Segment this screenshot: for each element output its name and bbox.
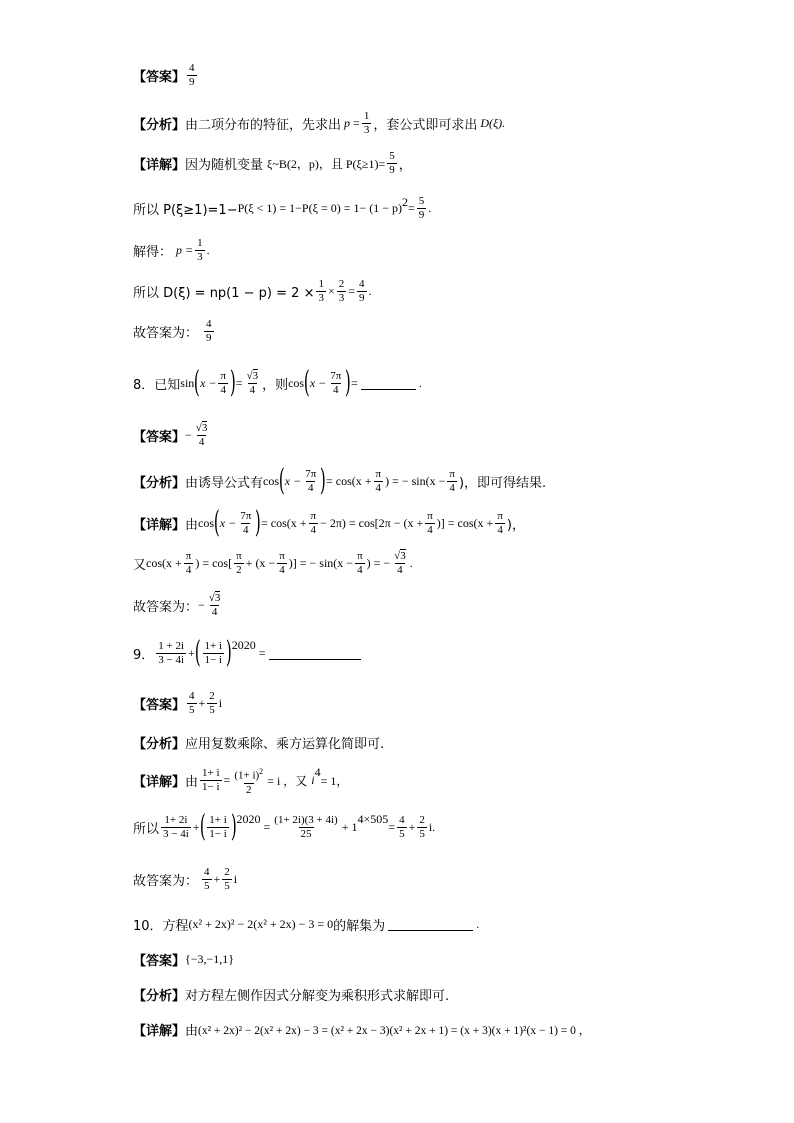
q8-det-b: = cos(x + xyxy=(260,515,307,530)
q8-answer-line: 【答案】 − $\frac{√3}{4}$ xyxy=(133,422,208,448)
q10-det-equation: (x² + 2x)² − 2(x² + 2x) − 3 = (x² + 2x − 3)(x² + 2x + 1) = (x + 3)(x + 1)²(x − 1) = 0 ， xyxy=(198,1024,591,1037)
q8-also-line: 又 cos(x + $\frac{\pi}{4}$ ) = cos[ $\frac{\pi}{2}$ + (x − $\frac{\pi}{4}$ )] = − sin(x − $\frac{\pi}{4}$ ) = − $\frac{√3}{4}$ . xyxy=(133,550,413,576)
q7-final-label: 故答案为： xyxy=(133,326,199,341)
q7-answer-line xyxy=(133,62,199,89)
q7-solve-label: 解得： xyxy=(133,245,173,260)
q9-calc-line: 所以 $\frac{1+ 2i}{3 - 4i}$ + ( $\frac{1+ i}{1- i}$ ) 2020 = $\frac{(1+ 2i)(3 + 4i)}{25}$ + 1 4×505 = $\frac{4}{5}$ + $\frac{2}{5}$ i. xyxy=(133,809,436,844)
q10-stem-line: 10．方程 (x² + 2x)² − 2(x² + 2x) − 3 = 0 的解集为 . xyxy=(133,917,480,934)
answer-label: 【答案】 xyxy=(133,70,186,85)
analysis-label: 【分析】 xyxy=(133,989,186,1004)
q7-calc-line: 所以 P(ξ≥1)=1− P(ξ < 1) = 1− P(ξ = 0) = 1− (1 − p) 2 = $\frac{5}{9}$ . xyxy=(133,195,432,221)
q8-you-a: 又 xyxy=(133,558,147,573)
q8-you-b: cos(x + xyxy=(146,556,182,570)
q7-answer-fraction: $\frac{4}{9}$ xyxy=(189,62,195,88)
q8-det-e: )， xyxy=(506,517,525,533)
q8-stem-x: x − xyxy=(200,375,217,390)
detail-label: 【详解】 xyxy=(133,1024,186,1039)
answer-label: 【答案】 xyxy=(133,430,186,445)
answer-label: 【答案】 xyxy=(133,954,186,969)
q8-ana-a: 由诱导公式有 xyxy=(185,475,264,491)
q9-analysis-line xyxy=(133,733,384,752)
q7-line2-c: P(ξ = 0) = 1− (1 − p) xyxy=(301,201,402,215)
q9-detail-line: 【详解】 由 $\frac{1+ i}{1- i}$ = $\frac{(1+ i)^2}{2}$ = i ，又 i 4 = 1， xyxy=(133,765,349,796)
q7-solve-p: p = xyxy=(176,243,194,257)
q8-final-line: 故答案为： − $\frac{√3}{4}$ xyxy=(133,592,221,618)
q7-line2-a: 所以 P(ξ≥1)=1− xyxy=(133,203,238,218)
q7-detail-text-a: 因为随机变量 xyxy=(185,158,264,173)
q10-answer-value: {−3,−1,1} xyxy=(185,952,235,966)
q7-analysis-text-b: ，套公式即可求出 xyxy=(373,118,478,133)
detail-label: 【详解】 xyxy=(133,158,186,173)
answer-label: 【答案】 xyxy=(133,698,186,713)
q8-ana-c: ) = − sin(x − xyxy=(385,473,446,488)
q7-line2-d: = xyxy=(408,201,415,215)
q10-answer-blank xyxy=(388,918,473,931)
q10-stem-a: 10．方程 xyxy=(133,919,189,934)
q9-stem-line: 9． $\frac{1 + 2i}{3 - 4i}$ + ( $\frac{1+ i}{1- i}$ ) 2020 = xyxy=(133,638,364,668)
q8-det-a: 由 xyxy=(185,517,199,533)
q10-det-a: 由 xyxy=(185,1024,199,1039)
q8-stem-cos: cos xyxy=(288,375,305,390)
q9-analysis-text: 应用复数乘除、乘方运算化简即可. xyxy=(185,737,385,752)
q8-you-f: ) = − xyxy=(366,556,391,570)
q9-det-exp: 4 xyxy=(314,765,321,779)
q7-line2-b: P(ξ < 1) = 1− xyxy=(237,201,302,215)
q9-stem-number: 9． xyxy=(133,647,155,663)
q9-det-e: = 1， xyxy=(320,774,349,789)
q9-stem-exponent: 2020 xyxy=(231,638,256,652)
q10-stem-equation: (x² + 2x)² − 2(x² + 2x) − 3 = 0 xyxy=(188,917,334,931)
q7-variance-line: 所以 D(ξ) = np(1 − p) = 2 × $\frac{1}{3}$ × $\frac{2}{3}$ = $\frac{4}{9}$ . xyxy=(133,278,372,304)
detail-label: 【详解】 xyxy=(133,517,186,533)
q8-stem-a: 8．已知 xyxy=(133,377,181,393)
q10-analysis-text: 对方程左侧作因式分解变为乘积形式求解即可. xyxy=(185,989,450,1004)
q8-ana-b: = cos(x + xyxy=(325,473,372,488)
q7-final-line: 故答案为： $\frac{4}{9}$ xyxy=(133,318,212,344)
q8-detail-line: 【详解】 由 cos ( x − $\frac{7\pi}{4}$ ) = cos(x + $\frac{\pi}{4}$ − 2π) = cos[2π − (x + $\frac{\pi}{4}$ )] = cos(x + $\frac{\pi}{4}$ )， xyxy=(133,505,525,540)
q8-stem-then: 则 xyxy=(275,377,289,393)
detail-label: 【详解】 xyxy=(133,775,186,791)
q7-detail-text-b: ξ~B(2，p)，且 P(ξ≥1)= xyxy=(267,157,386,171)
q7-analysis-line: 【分析】 由二项分布的特征，先求出 p = $\frac{1}{3}$ ，套公式即可求出 D(ξ). xyxy=(133,110,506,136)
q9-answer-line: 【答案】 $\frac{4}{5}$ + $\frac{2}{5}$ i xyxy=(133,690,223,716)
q8-answer-blank xyxy=(361,377,416,390)
q7-line4-a: 所以 D(ξ) = np(1 − p) = 2 × xyxy=(133,286,315,301)
q9-det-i: i xyxy=(311,773,315,788)
q8-you-c: ) = cos[ xyxy=(195,556,233,570)
analysis-label: 【分析】 xyxy=(133,475,186,491)
q8-ana-d: )，即可得结果. xyxy=(458,475,547,491)
q8-analysis-line: 【分析】 由诱导公式有 cos ( x − $\frac{7\pi}{4}$ ) = cos(x + $\frac{\pi}{4}$ ) = − sin(x − $\frac{\pi}{4}$ )，即可得结果. xyxy=(133,463,547,498)
analysis-label: 【分析】 xyxy=(133,737,186,752)
q8-final-label: 故答案为： xyxy=(133,600,199,615)
q9-so-exp: 4×505 xyxy=(357,812,389,826)
q7-analysis-text-a: 由二项分布的特征，先求出 xyxy=(185,118,342,133)
q8-you-e: )] = − sin(x − xyxy=(288,556,354,570)
q7-solve-line: 解得： p = $\frac{1}{3}$ . xyxy=(133,237,210,263)
q9-so: 所以 xyxy=(133,821,160,837)
q8-you-d: + (x − xyxy=(245,556,276,570)
q8-det-c: − 2π) = cos[2π − (x + xyxy=(320,515,424,530)
analysis-label: 【分析】 xyxy=(133,118,186,133)
q9-det-a: 由 xyxy=(185,775,199,791)
q7-detail-line: 【详解】 因为随机变量 ξ~B(2，p)，且 P(ξ≥1)= $\frac{5}{9}$ ， xyxy=(133,150,412,176)
q10-answer-line xyxy=(133,950,234,969)
q9-det-b: = i ，又 xyxy=(267,774,308,789)
q9-so-b: + 1 xyxy=(341,819,358,834)
q8-det-d: )] = cos(x + xyxy=(436,515,494,530)
q10-detail-line xyxy=(133,1020,590,1039)
q8-stem-line: 8．已知 sin ( x − $\frac{\pi}{4}$ ) = $\frac{√3}{4}$ ， 则 cos ( x − $\frac{7\pi}{4}$ ) = . xyxy=(133,365,422,400)
q10-stem-b: 的解集为 xyxy=(333,919,386,934)
q10-analysis-line xyxy=(133,985,449,1004)
q9-answer-blank xyxy=(269,647,361,660)
q7-analysis-text-c: D(ξ). xyxy=(480,116,506,130)
q9-so-d: = xyxy=(388,819,396,834)
q9-final-label: 故答案为： xyxy=(133,874,199,889)
q8-stem-sin: sin xyxy=(180,375,195,390)
q9-final-line: 故答案为： $\frac{4}{5}$ + $\frac{2}{5}$ i xyxy=(133,866,238,892)
